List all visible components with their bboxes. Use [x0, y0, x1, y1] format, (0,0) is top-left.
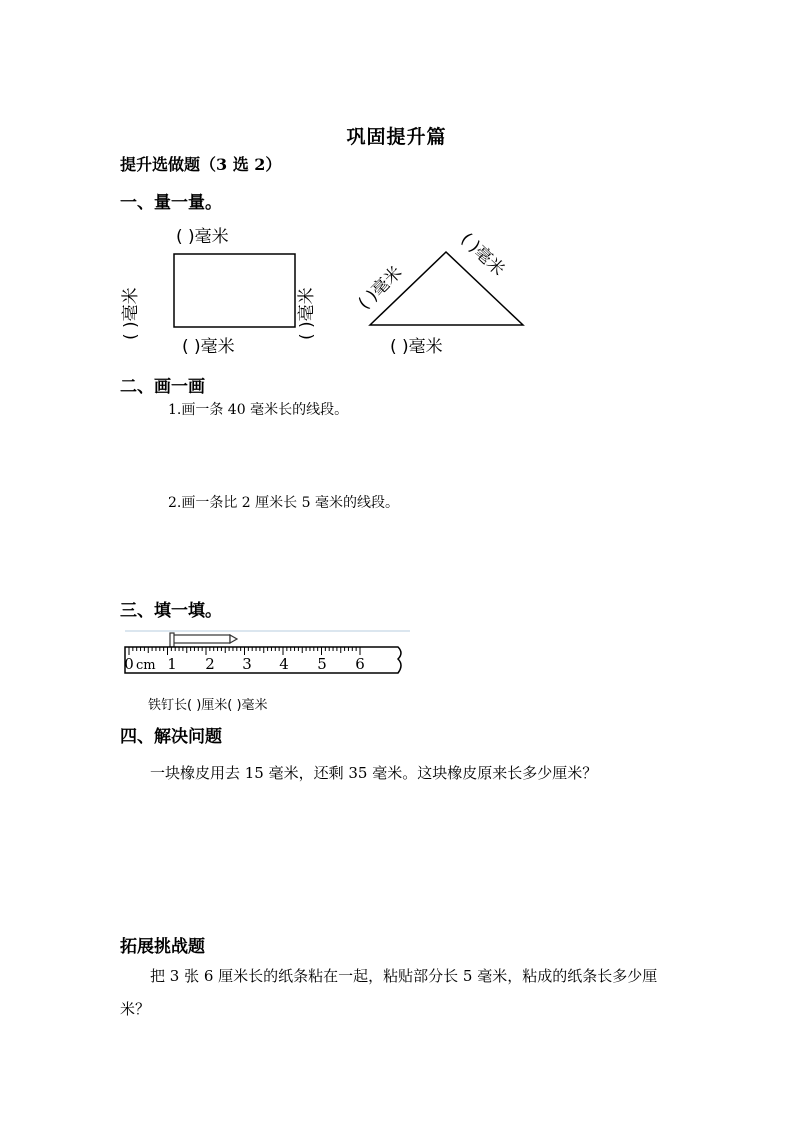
ruler-figure — [120, 628, 415, 684]
ruler-tick-label: 4 — [279, 655, 289, 673]
challenge-problem-text: 把 3 张 6 厘米长的纸条粘在一起，粘贴部分长 5 毫米，粘成的纸条长多少厘米？ — [120, 967, 658, 1018]
section-4-heading: 四、解决问题 — [120, 727, 222, 747]
nail-icon — [172, 635, 230, 643]
rect-left-label: ( )毫米 — [121, 287, 141, 340]
tri-right-label: ( )毫米 — [456, 229, 509, 281]
ruler-tick-label: 3 — [242, 655, 252, 673]
rect-top-label: ( )毫米 — [176, 227, 229, 247]
section-1-heading: 一、量一量。 — [120, 193, 222, 213]
section-3-heading: 三、填一填。 — [120, 601, 222, 621]
section-2-heading: 二、画一画 — [120, 377, 205, 397]
ruler-unit: cm — [136, 658, 156, 673]
tri-left-label: ( )毫米 — [354, 262, 407, 314]
ruler-tick-label: 1 — [167, 655, 177, 673]
draw-question-1: 1.画一条 40 毫米长的线段。 — [168, 402, 349, 418]
page-title: 巩固提升篇 — [346, 126, 447, 148]
draw-question-2: 2.画一条比 2 厘米长 5 毫米的线段。 — [168, 495, 399, 511]
measure-figure — [120, 218, 550, 363]
rect-bottom-label: ( )毫米 — [182, 337, 235, 357]
ruler-tick-label: 0 — [124, 655, 134, 673]
ruler-tick-label: 2 — [205, 655, 215, 673]
tri-bottom-label: ( )毫米 — [390, 337, 443, 357]
problem-text: 一块橡皮用去 15 毫米，还剩 35 毫米。这块橡皮原来长多少厘米？ — [150, 764, 598, 782]
ruler-tick-label: 6 — [355, 655, 365, 673]
optional-section-title: 提升选做题（3 选 2） — [120, 155, 282, 174]
rect-right-label: ( )毫米 — [297, 287, 317, 340]
rectangle-shape — [174, 254, 295, 327]
nail-length-caption: 铁钉长( )厘米( )毫米 — [148, 698, 268, 713]
challenge-heading: 拓展挑战题 — [120, 937, 205, 957]
ruler-tick-label: 5 — [317, 655, 327, 673]
